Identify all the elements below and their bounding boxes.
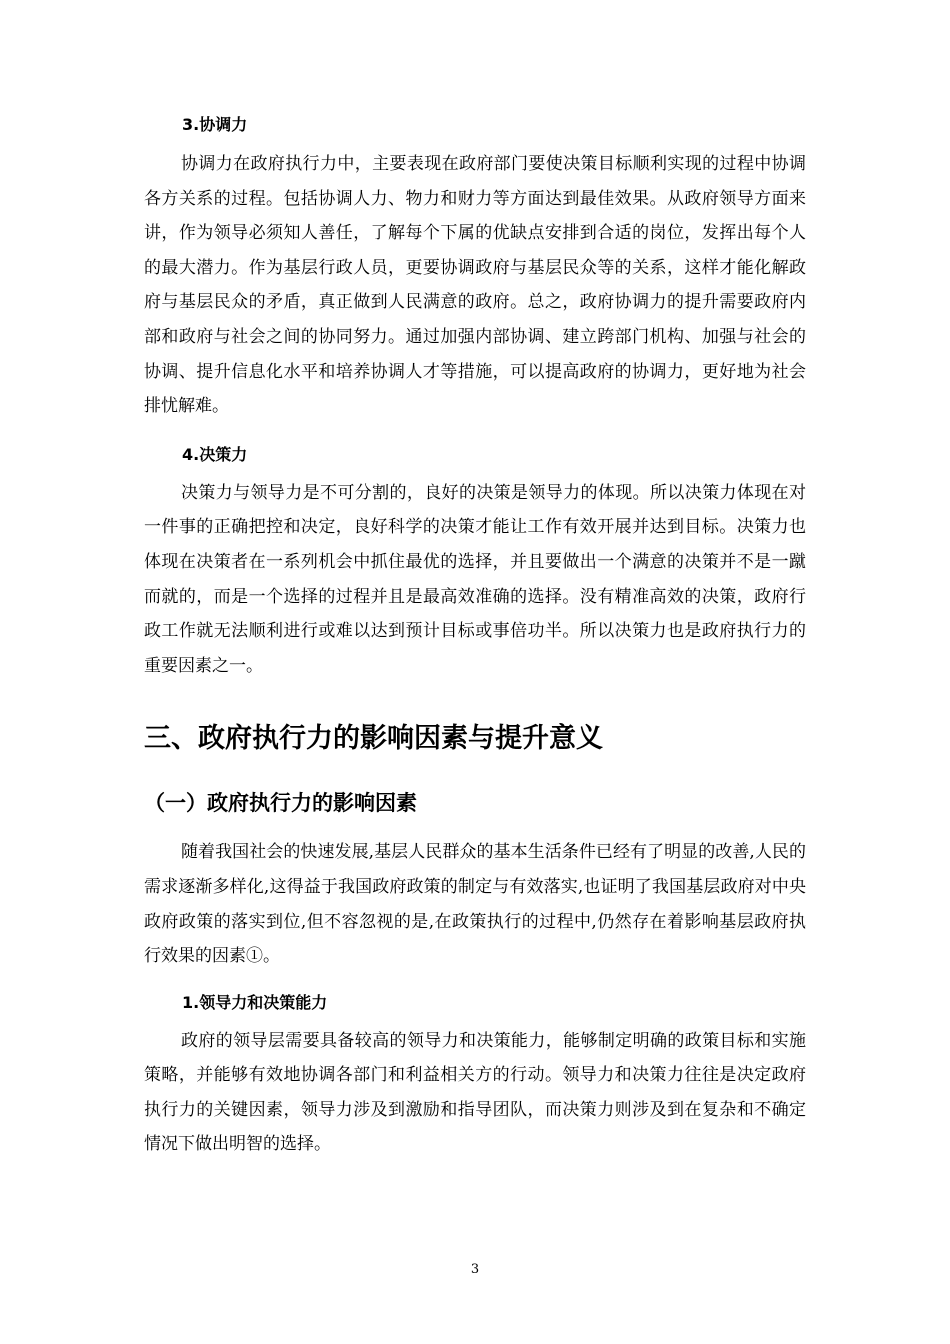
paragraph-influence-factors: 随着我国社会的快速发展,基层人民群众的基本生活条件已经有了明显的改善,人民的需求逐渐多样化,这得益于我国政府政策的制定与有效落实,也证明了我国基层政府对中央政府政策的落实到位,但不容忽视的是,在政策执行的过程中,仍然存在着影响基层政府执行效果的因素①。 [144, 842, 806, 967]
paragraph-leadership-decision: 政府的领导层需要具备较高的领导力和决策能力，能够制定明确的政策目标和实施策略，并能够有效地协调各部门和利益相关方的行动。领导力和决策力往往是决定政府执行力的关键因素，领导力涉及到激励和指导团队，而决策力则涉及到在复杂和不确定情况下做出明智的选择。 [144, 1030, 806, 1155]
page-number: 3 [470, 1262, 480, 1277]
subchapter-title: （一）政府执行力的影响因素 [144, 791, 417, 816]
page-content [144, 112, 806, 1162]
section-heading-leadership-decision: 1.领导力和决策能力 [182, 992, 328, 1012]
section-heading-decision: 4.决策力 [182, 444, 248, 464]
chapter-title: 三、政府执行力的影响因素与提升意义 [144, 723, 603, 755]
paragraph-decision: 决策力与领导力是不可分割的，良好的决策是领导力的体现。所以决策力体现在对一件事的正确把控和决定，良好科学的决策才能让工作有效开展并达到目标。决策力也体现在决策者在一系列机会中抓住最优的选择，并且要做出一个满意的决策并不是一蹴而就的，而是一个选择的过程并且是最高效准确的选择。没有精准高效的决策，政府行政工作就无法顺利进行或难以达到预计目标或事倍功半。所以决策力也是政府执行力的重要因素之一。 [144, 482, 806, 676]
paragraph-coordination: 协调力在政府执行力中，主要表现在政府部门要使决策目标顺利实现的过程中协调各方关系的过程。包括协调人力、物力和财力等方面达到最佳效果。从政府领导方面来讲，作为领导必须知人善任，了解每个下属的优缺点安排到合适的岗位，发挥出每个人的最大潜力。作为基层行政人员，更要协调政府与基层民众等的关系，这样才能化解政府与基层民众的矛盾，真正做到人民满意的政府。总之，政府协调力的提升需要政府内部和政府与社会之间的协同努力。通过加强内部协调、建立跨部门机构、加强与社会的协调、提升信息化水平和培养协调人才等措施，可以提高政府的协调力，更好地为社会排忧解难。 [144, 154, 806, 417]
section-heading-coordination: 3.协调力 [182, 115, 248, 134]
